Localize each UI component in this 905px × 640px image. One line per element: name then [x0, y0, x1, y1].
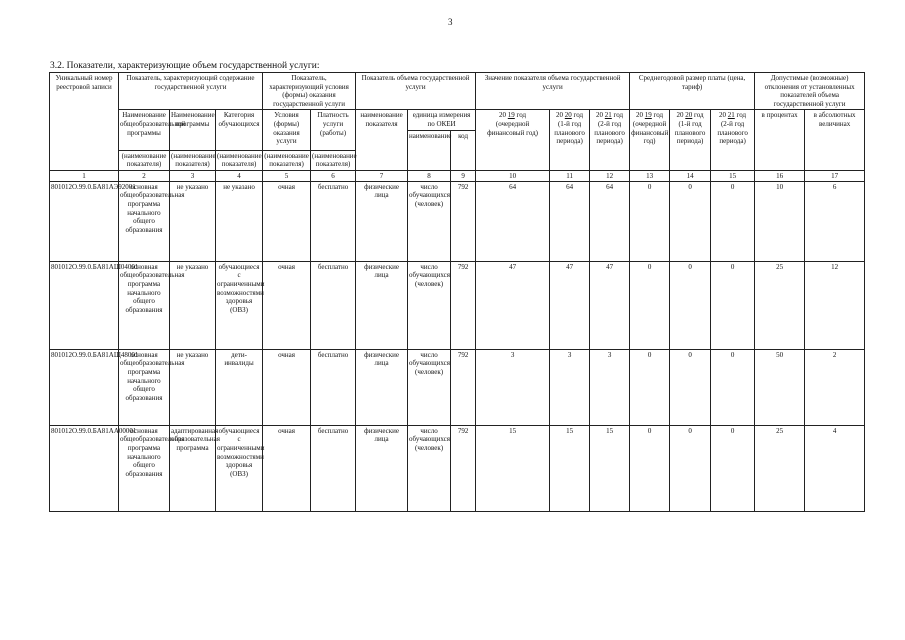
header-row-2 — [50, 110, 865, 130]
cell-p3: 0 — [711, 425, 755, 511]
cell-v2: 15 — [550, 425, 590, 511]
section-title: 3.2. Показатели, характеризующие объем государственной услуги: — [50, 61, 320, 71]
cell-v2: 3 — [550, 349, 590, 425]
header-price-year1: 20 19 год (очередной финансовый год) — [630, 110, 670, 170]
cell-dev-pct: 10 — [755, 181, 805, 261]
header-value-group: Значение показателя объема государственной услуги — [476, 73, 630, 110]
cell-v2: 47 — [550, 261, 590, 349]
cell-program-name: адаптированная образовательная программа — [170, 425, 216, 511]
cell-p3: 0 — [711, 261, 755, 349]
cell-payment: бесплатно — [311, 425, 356, 511]
cell-p1: 0 — [630, 425, 670, 511]
cell-v1: 47 — [476, 261, 550, 349]
cell-form: очная — [263, 349, 311, 425]
page-number: 3 — [448, 17, 453, 27]
cell-program-name: не указано — [170, 181, 216, 261]
header-year3: 20 21 год (2-й год планового периода) — [590, 110, 630, 170]
col-num: 13 — [630, 170, 670, 181]
col-num: 1 — [50, 170, 119, 181]
table-row — [50, 261, 865, 349]
cell-form: очная — [263, 181, 311, 261]
cell-indicator: физические лица — [356, 349, 408, 425]
table-row — [50, 181, 865, 261]
header-price-year2: 20 20 год (1-й год планового периода) — [670, 110, 711, 170]
cell-p2: 0 — [670, 425, 711, 511]
cell-category: обучающиеся с ограниченными возможностями здоровья (ОВЗ) — [216, 261, 263, 349]
cell-program: основная общеобразовательная программа начального общего образования — [119, 425, 170, 511]
header-indicator-name: наименование показателя — [356, 110, 408, 170]
header-row-1 — [50, 73, 865, 110]
header-category: Категория обучающихся — [216, 110, 263, 150]
col-num: 16 — [755, 170, 805, 181]
cell-p3: 0 — [711, 349, 755, 425]
col-num: 7 — [356, 170, 408, 181]
header-dev-percent: в процентах — [755, 110, 805, 170]
header-volume-group: Показатель объема государственной услуги — [356, 73, 476, 110]
col-num: 8 — [408, 170, 451, 181]
cell-unit: число обучающихся (человек) — [408, 349, 451, 425]
cell-unit: число обучающихся (человек) — [408, 181, 451, 261]
cell-dev-pct: 25 — [755, 425, 805, 511]
col-num: 15 — [711, 170, 755, 181]
header-payment: Платность услуги (работы) — [311, 110, 356, 150]
cell-v1: 3 — [476, 349, 550, 425]
cell-program-name: не указано — [170, 349, 216, 425]
col-num: 2 — [119, 170, 170, 181]
cell-dev-pct: 50 — [755, 349, 805, 425]
header-conditions-group: Показатель, характеризующий условия (формы) оказания государственной услуги — [263, 73, 356, 110]
col-num: 12 — [590, 170, 630, 181]
col-num: 14 — [670, 170, 711, 181]
cell-id: 801012О.99.0.БА81АЩ48001 — [50, 349, 119, 425]
col-num: 5 — [263, 170, 311, 181]
cell-program: основная общеобразовательная программа начального общего образования — [119, 349, 170, 425]
cell-v2: 64 — [550, 181, 590, 261]
cell-indicator: физические лица — [356, 261, 408, 349]
cell-dev-abs: 12 — [805, 261, 865, 349]
header-price-year3: 20 21 год (2-й год планового периода) — [711, 110, 755, 170]
col-num: 6 — [311, 170, 356, 181]
col-num: 10 — [476, 170, 550, 181]
header-unit-name: наименование — [408, 130, 451, 170]
header-unit-code: код — [451, 130, 476, 170]
caption-program-name: (наименование показателя) — [119, 150, 170, 170]
cell-p2: 0 — [670, 349, 711, 425]
cell-p2: 0 — [670, 181, 711, 261]
caption-conditions: (наименование показателя) — [263, 150, 311, 170]
cell-dev-abs: 4 — [805, 425, 865, 511]
cell-v3: 15 — [590, 425, 630, 511]
caption-payment: (наименование показателя) — [311, 150, 356, 170]
cell-category: обучающиеся с ограниченными возможностями здоровья (ОВЗ) — [216, 425, 263, 511]
col-num: 9 — [451, 170, 476, 181]
column-numbers-row — [50, 170, 865, 181]
volume-indicators-table — [49, 72, 865, 512]
col-num: 4 — [216, 170, 263, 181]
cell-code: 792 — [451, 181, 476, 261]
cell-payment: бесплатно — [311, 349, 356, 425]
cell-p1: 0 — [630, 349, 670, 425]
col-num: 3 — [170, 170, 216, 181]
col-num: 11 — [550, 170, 590, 181]
caption-category: (наименование показателя) — [216, 150, 263, 170]
header-deviation-group: Допустимые (возможные) отклонения от установленных показателей объема государственной услуги — [755, 73, 865, 110]
cell-unit: число обучающихся (человек) — [408, 425, 451, 511]
cell-id: 801012О.99.0.БА81АА00001 — [50, 425, 119, 511]
cell-indicator: физические лица — [356, 181, 408, 261]
cell-program: основная общеобразовательная программа начального общего образования — [119, 261, 170, 349]
cell-v3: 3 — [590, 349, 630, 425]
cell-p1: 0 — [630, 261, 670, 349]
caption-program-title: (наименование показателя) — [170, 150, 216, 170]
header-unique-number: Уникальный номер реестровой записи — [50, 73, 119, 151]
header-program-name: Наименование общеобразовательной программы — [119, 110, 170, 150]
cell-p2: 0 — [670, 261, 711, 349]
col-num: 17 — [805, 170, 865, 181]
header-dev-absolute: в абсолютных величинах — [805, 110, 865, 170]
cell-unit: число обучающихся (человек) — [408, 261, 451, 349]
cell-dev-pct: 25 — [755, 261, 805, 349]
header-unique-number-empty — [50, 150, 119, 170]
header-unit-group: единица измерения по ОКЕИ — [408, 110, 476, 130]
cell-p1: 0 — [630, 181, 670, 261]
cell-program: основная общеобразовательная программа начального общего образования — [119, 181, 170, 261]
cell-v1: 15 — [476, 425, 550, 511]
cell-code: 792 — [451, 349, 476, 425]
cell-payment: бесплатно — [311, 261, 356, 349]
cell-p3: 0 — [711, 181, 755, 261]
header-conditions: Условия (формы) оказания услуги — [263, 110, 311, 150]
cell-id: 801012О.99.0.БА81АЭ92001 — [50, 181, 119, 261]
table-row — [50, 349, 865, 425]
cell-category: дети-инвалиды — [216, 349, 263, 425]
cell-code: 792 — [451, 425, 476, 511]
cell-category: не указано — [216, 181, 263, 261]
cell-indicator: физические лица — [356, 425, 408, 511]
cell-v1: 64 — [476, 181, 550, 261]
table-row — [50, 425, 865, 511]
header-program-title: Наименование программы — [170, 110, 216, 150]
cell-form: очная — [263, 425, 311, 511]
cell-form: очная — [263, 261, 311, 349]
cell-id: 801012О.99.0.БА81АШ04001 — [50, 261, 119, 349]
header-year2: 20 20 год (1-й год планового периода) — [550, 110, 590, 170]
cell-v3: 47 — [590, 261, 630, 349]
cell-program-name: не указано — [170, 261, 216, 349]
header-content-group: Показатель, характеризующий содержание государственной услуги — [119, 73, 263, 110]
cell-v3: 64 — [590, 181, 630, 261]
header-year1: 20 19 год (очередной финансовый год) — [476, 110, 550, 170]
cell-payment: бесплатно — [311, 181, 356, 261]
cell-dev-abs: 6 — [805, 181, 865, 261]
header-price-group: Среднегодовой размер платы (цена, тариф) — [630, 73, 755, 110]
cell-dev-abs: 2 — [805, 349, 865, 425]
cell-code: 792 — [451, 261, 476, 349]
